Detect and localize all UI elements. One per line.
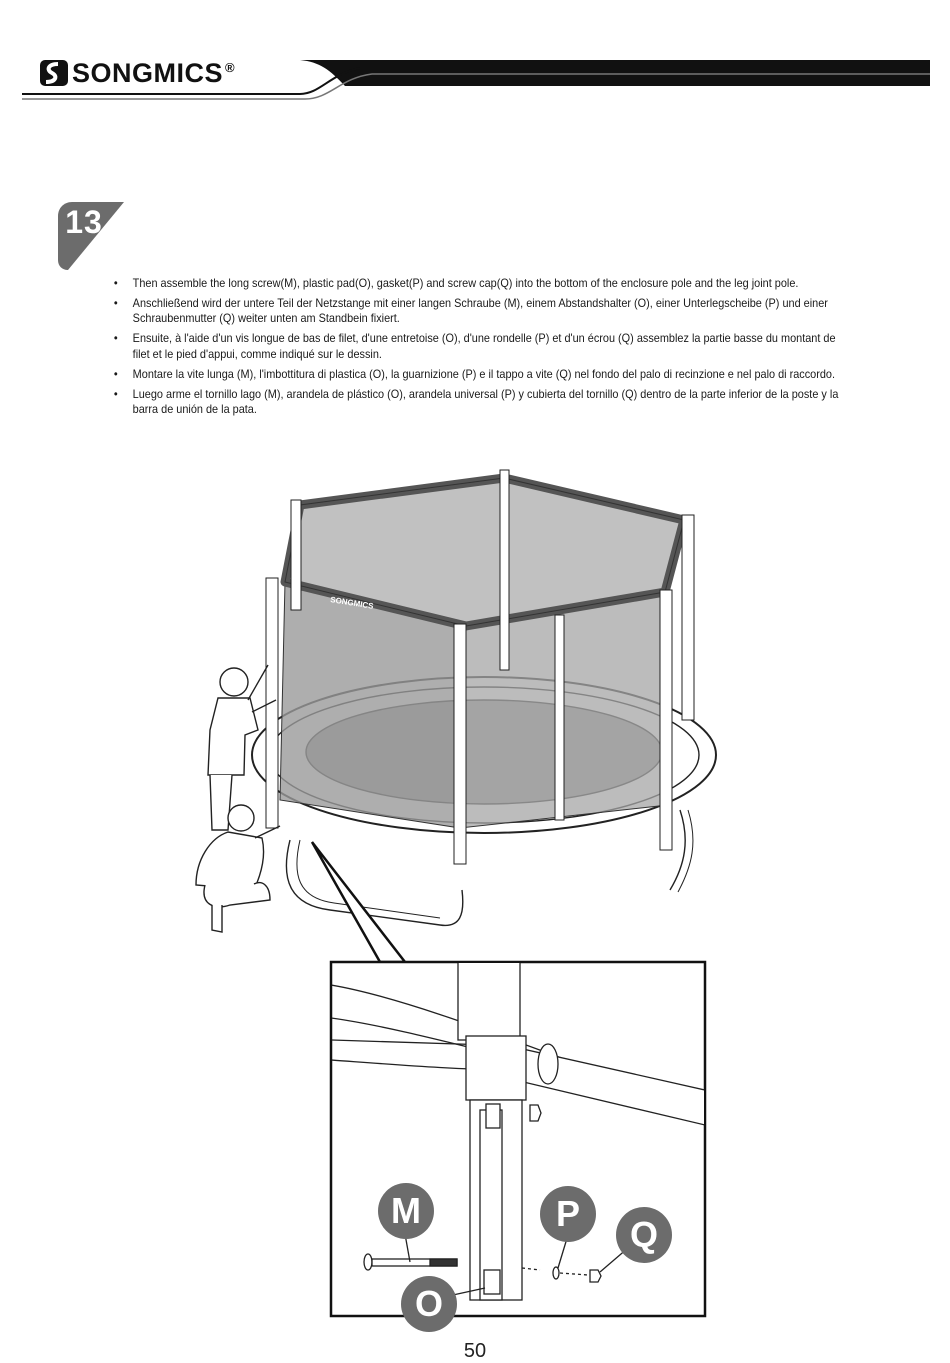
registered-mark: ® — [225, 60, 236, 75]
step-number: 13 — [65, 204, 103, 240]
label-o: O — [401, 1276, 457, 1332]
instruction-de: • Anschließend wird der untere Teil der Netzstange mit einer langen Schraube (M), einem Abstandshalter (O), einer Unterlegscheibe (P) und einer Schraubenmutter (Q) weiter unten am Standbein fixiert. — [112, 296, 850, 327]
net-logo: SONGMICS — [329, 595, 375, 611]
label-q: Q — [616, 1207, 672, 1263]
label-p: P — [540, 1186, 596, 1242]
detail-view — [331, 962, 705, 1316]
brand-name: SONGMICS ® — [72, 58, 236, 88]
instruction-it: • Montare la vite lunga (M), l'imbottitura di plastica (O), la guarnizione (P) e il tappo a vite (Q) nel fondo del palo di recinzione e nel palo di raccordo. — [112, 367, 850, 382]
net-enclosure — [266, 470, 694, 864]
instruction-en: • Then assemble the long screw(M), plastic pad(O), gasket(P) and screw cap(Q) into the bottom of the enclosure pole and the leg joint pole. — [112, 276, 850, 291]
label-m: M — [378, 1183, 434, 1239]
instruction-es: • Luego arme el tornillo lago (M), arandela de plástico (O), arandela universal (P) y cubierta del tornillo (Q) dentro de la parte inferior de la poste y la barra de unión de la pata. — [112, 387, 850, 418]
callout-pointer — [312, 842, 405, 962]
page-number: 50 — [463, 1340, 487, 1362]
instruction-fr: • Ensuite, à l'aide d'un vis longue de bas de filet, d'une entretoise (O), d'une rondelle (P) et d'un écrou (Q) assemblez la partie basse du montant de filet et le pied d'appui, comme indiqué sur le dessin. — [112, 331, 850, 362]
